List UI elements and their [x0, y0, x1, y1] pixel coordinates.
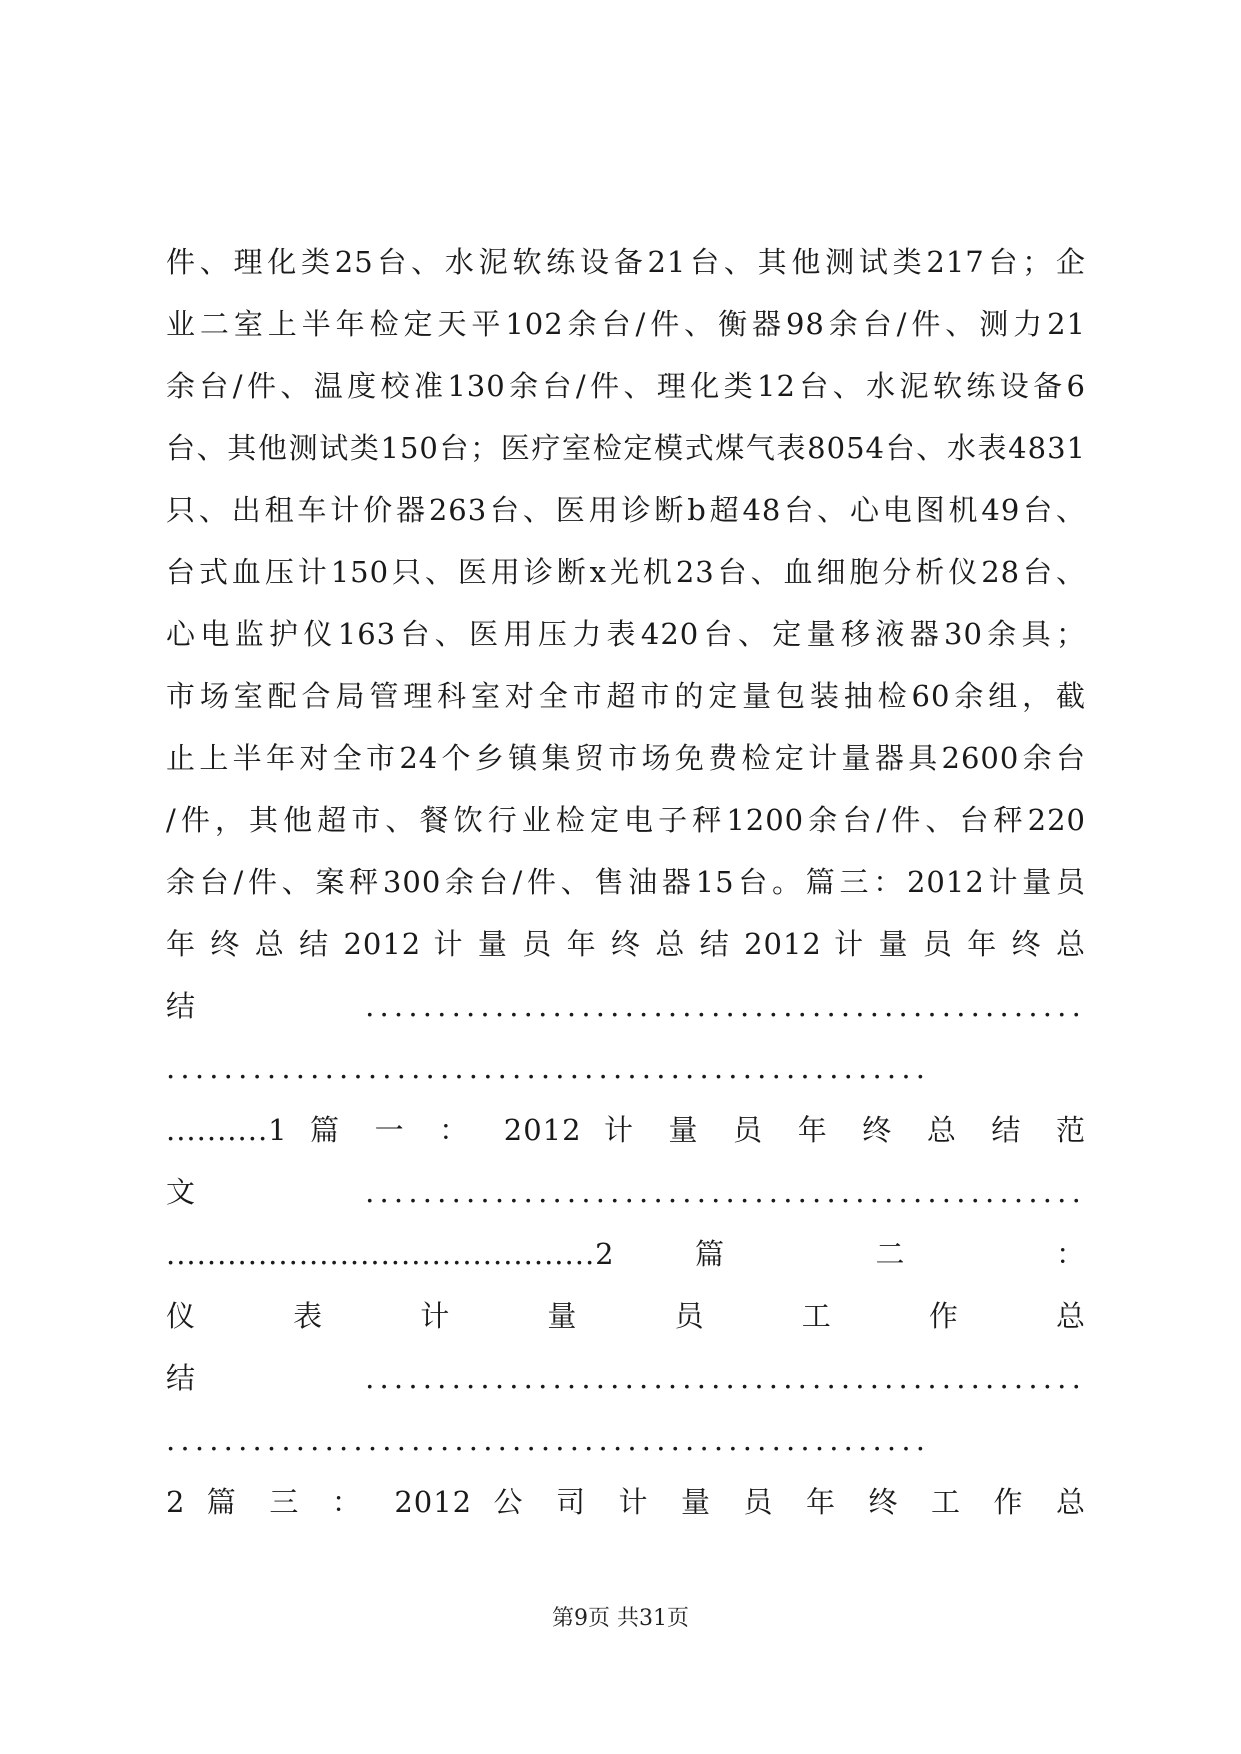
text-line: 只、出租车计价器263台、医用诊断b超48台、心电图机49台、	[166, 493, 1086, 527]
text-line: 台、其他测试类150台；医疗室检定模式煤气表8054台、水表4831	[166, 431, 1086, 465]
toc-entry-line: 2 篇 三 ： 2012 公 司 计 量 员 年 终 工 作 总	[166, 1485, 1086, 1519]
toc-leader-line: 文..................................................	[166, 1175, 1086, 1209]
toc-entry-line: 仪 表 计 量 员 工 作 总	[166, 1299, 1086, 1333]
page-footer: 第9页 共31页	[552, 1606, 689, 1631]
text-line: 余台/件、案秤300余台/件、售油器15台。篇三：2012计量员	[166, 865, 1086, 899]
text-line: 止上半年对全市24个乡镇集贸市场免费检定计量器具2600余台	[166, 741, 1086, 775]
text-line: 余台/件、温度校准130余台/件、理化类12台、水泥软练设备6	[166, 369, 1086, 403]
toc-leader-line: 结..................................................	[166, 989, 1086, 1023]
text-line: 件、理化类25台、水泥软练设备21台、其他测试类217台；企	[166, 245, 1086, 279]
toc-leader-line: .....................................................	[166, 1051, 931, 1085]
text-line: 年 终 总 结 2012 计 量 员 年 终 总 结 2012 计 量 员 年 终 总	[166, 927, 1086, 961]
text-line: 心电监护仪163台、医用压力表420台、定量移液器30余具；	[166, 617, 1086, 651]
document-body	[166, 231, 1086, 1533]
toc-leader-line: 结..................................................	[166, 1361, 1086, 1395]
text-line: 市场室配合局管理科室对全市超市的定量包装抽检60余组，截	[166, 679, 1086, 713]
toc-entry-line: ..........................................2 篇 二 ：	[166, 1237, 1086, 1271]
text-line: /件，其他超市、餐饮行业检定电子秤1200余台/件、台秤220	[166, 803, 1086, 837]
toc-entry-line: ..........1 篇 一 ： 2012 计 量 员 年 终 总 结 范	[166, 1113, 1086, 1147]
text-line: 业二室上半年检定天平102余台/件、衡器98余台/件、测力21	[166, 307, 1086, 341]
text-line: 台式血压计150只、医用诊断x光机23台、血细胞分析仪28台、	[166, 555, 1086, 589]
toc-leader-line: .....................................................	[166, 1423, 931, 1457]
